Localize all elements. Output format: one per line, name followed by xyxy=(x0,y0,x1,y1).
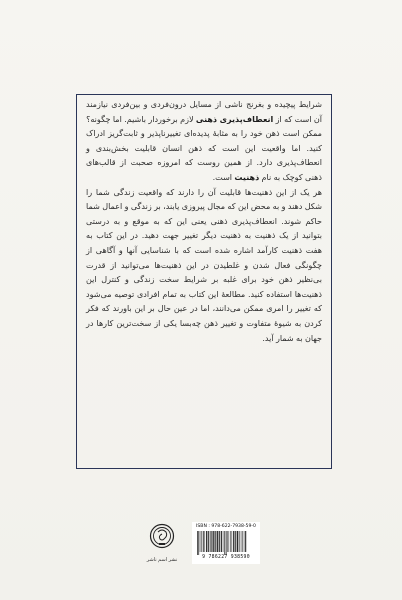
barcode-bar xyxy=(219,531,220,552)
emphasized-phrase: انعطاف‌پذیری ذهنی xyxy=(195,114,274,124)
barcode-bar xyxy=(215,531,216,552)
blurb-paragraph xyxy=(86,186,322,347)
barcode-bar xyxy=(244,531,245,552)
barcode-digits: 9 786227 938590 xyxy=(202,555,250,560)
barcode-bar xyxy=(227,531,228,552)
barcode-bar xyxy=(224,531,225,555)
barcode-bar xyxy=(205,531,206,552)
text-run: لازم برخوردار باشیم. اما چگونه؟ xyxy=(86,114,196,124)
barcode-bar xyxy=(229,531,230,552)
barcode-bar xyxy=(198,531,199,555)
barcode-bar xyxy=(197,531,198,555)
barcode-bar xyxy=(200,531,201,552)
barcode-bar xyxy=(208,531,209,552)
text-run: است. xyxy=(212,172,235,182)
barcode-bar xyxy=(239,531,240,552)
barcode-bar xyxy=(235,531,236,552)
barcode-bar xyxy=(213,531,214,552)
barcode-bar xyxy=(201,531,202,552)
text-run: هر یک از این ذهنیت‌ها قابلیت آن را دارند که واقعیت زندگی شما را شکل دهند و به محض این که مجال پیروزی یابند، بر زندگی و اعمال شما حاکم شوند. انعطاف‌پذیری ذهنی یعنی این که به موقع و به درستی بتوانید از یک ذهنیت به ذهنیت دیگر تغییر جهت دهید. در این کتاب به هفت ذهنیت کارآمد اشاره شده است که با شناسایی آنها و آگاهی از چگونگی فعال شدن و غلطیدن در این ذهنیت‌ها می‌توانید از قدرت بی‌نظیر ذهن خود برای غلبه بر شرایط سخت زندگی و کنترل این ذهنیت‌ها استفاده کنید. مطالعهٔ این کتاب به تمام افرادی توصیه می‌شود که تغییر را امری ممکن می‌دانند، اما در عین حال بر این باورند که فکر کردن به شیوهٔ متفاوت و تغییر ذهن چه‌بسا یکی از سخت‌ترین کارها در جهان به شمار آید. xyxy=(86,187,322,343)
blurb-text xyxy=(86,98,322,346)
barcode-bar xyxy=(203,531,204,552)
text-run: شرایط پیچیده و بغرنج ناشی از مسایل درون‌فردی و بین‌فردی نیازمند آن است که از xyxy=(86,100,322,124)
text-run: ممکن است ذهن خود را به مثابهٔ پدیده‌ای تغییرناپذیر و ثابت‌گریز ادراک کنید. اما واقعیت این است که ذهن انسان قابلیت بخش‌بندی و انعطاف‌پذیری دارد. از همین روست که امروزه صحبت از قالب‌های ذهنی کوچک به نام xyxy=(86,129,322,182)
barcode-bar xyxy=(226,531,227,555)
barcode-bar xyxy=(232,531,233,552)
barcode-bar xyxy=(241,531,242,552)
barcode-bar xyxy=(210,531,211,552)
barcode-bar xyxy=(233,531,234,552)
emphasized-phrase: ذهنیت xyxy=(234,172,260,182)
barcode-bar xyxy=(230,531,231,552)
barcode-bar xyxy=(242,531,243,552)
barcode-bar xyxy=(206,531,207,552)
publisher-name: نشر اسم ناشر xyxy=(146,557,178,563)
barcode-bar xyxy=(221,531,222,552)
barcode-bars xyxy=(197,531,255,555)
blurb-paragraph xyxy=(86,127,322,185)
barcode-bar xyxy=(245,531,246,552)
barcode-bar xyxy=(217,531,218,552)
barcode-bar xyxy=(237,531,238,552)
blurb-paragraph xyxy=(86,98,322,127)
barcode-bar xyxy=(223,531,224,552)
isbn-label: ISBN : 978-622-7938-59-0 xyxy=(196,524,256,529)
barcode-bar xyxy=(211,531,212,552)
publisher-logo-icon xyxy=(149,523,175,555)
